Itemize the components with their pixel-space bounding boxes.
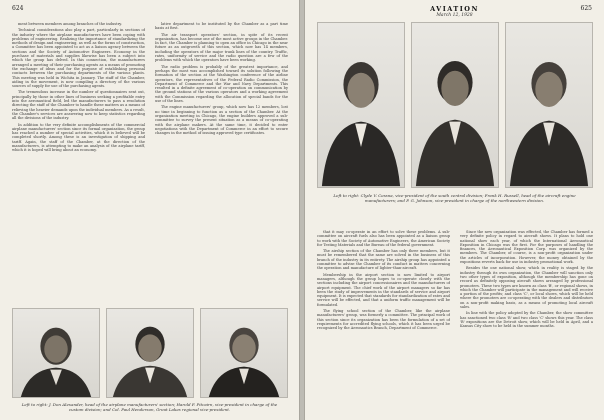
right-column-2 [460,230,593,418]
left-photo-caption: Left to right: J. Don Alexander, head of the airplane manufacturers' section; Harold F. Pitcairn, vice-president in charge of the custom division; and Col. Paul Henderson, Great Lakes regional vice-president. [21,402,278,412]
right-photo-caption: Left to right: Clyde V. Cessna, vice-president of the south central division; Frank H. Russell, head of the aircraft engine manufacturers; and P. G. Johnson, vice-president in charge of the northwestern division. [333,193,576,203]
paragraph: Since the new organization was effected, the Chamber has formed a very definite policy in regard to aircraft shows. It plans to hold one national show each year, of which the International Aeronautical Exposition in Chicago was the first. For the purposes of handling the finances, the Aeronautical Exposition Corp. was organized by the members. The Chamber, of course, is a non-profit organization under the articles of incorporation. However, the money obtained by the expositions reverts back for use in industry promotional work. [460,230,593,265]
paragraph: The airship section of the Chamber has only three members, but it must be remembered that the same are solved in the business of this branch of the industry in its entirety. The airship group has appointed a committee to advise the Chamber of its conduct in matters concerning the operation and manufacture of lighter-than-aircraft. [317,249,450,271]
portrait-image [107,309,193,397]
portrait-image [506,23,592,187]
right-column-1 [317,230,450,418]
issue-date: March 12, 1928 [436,13,473,18]
paragraph: The tremendous increase in the number of questionnaires sent out, principally by those in other lines of business seeking a profitable entry into the aeronautical field, led the manufacturers to pass a resolution directing the staff of the Chamber to handle these matters as a means of relieving the heavier demands upon the individual members. As a result, the Chamber's services are answering now to keep statistics regarding all the divisions of the industry. [12,90,145,121]
paragraph: Membership in the airport section is now limited to airport managers, although the group hopes to co-operate closely with the sections including the airport concessionaires and the manufacturers of airport equipment. The chief work of the airport managers so far has been the study of improvements in the standards of service and airport equipment. It is expected that standards for standardization of rates and service will be effected, and that a uniform traffic management will be formulated. [317,272,450,307]
right-page-columns [317,230,592,418]
paragraph: that it may co-operate in an effort to solve these problems. A sub-committee on aircraft fuels also has been appointed as a liaison group to work with the Society of Automotive Engineers, the American Society for Testing Materials and the Bureau of the federal government. [317,230,450,247]
portrait-photo-4 [317,22,405,188]
paragraph: In line with the policy adopted by the Chamber, the show committee has sanctioned two class 'B' and two class 'C' shows this year. The class 'B' expositions are the Detroit show, which will be held in April, and a Kansas City show to be held in the summer months. [460,311,593,329]
paragraph: The engine manufacturers' group, which now has 12 members, lost no time in beginning to function as a section of the Chamber. At the organization meeting in Chicago, the engine builders approved a sub-committee to survey the present situation as a means of co-operating with the airplane makers. At the same time, it decided to enter negotiations with the Department of Commerce in an effort to secure changes in the method of issuing approved type certificates. [155,105,288,136]
paragraph: In addition to the very definite accomplishments of the commercial airplane manufacturers' section since its formal organization, the group has reached a number of special activities, which it is believed will be completed shortly. Among these is an investigation of shipping and tariff. Again, the staff of the Chamber, at the direction of the manufacturers, is attempting to make an analysis of the airplane tariff, which it is hoped will bring about an economy. [12,122,145,153]
magazine-title: AVIATION [430,5,479,13]
left-column-2 [155,22,288,302]
portrait-photo-3 [200,308,288,398]
paragraph: The radio problem is probably of the greatest importance, and perhaps the most was accomplished toward its solution following the formation of the section at the Washington conference of the airline operators, the representatives of the Federal Radio Commission, the Department of Commerce and the War and Navy Departments. This resulted in a definite agreement of co-operation on communication by the ground stations of the various operators and a working agreement with the Commission regarding the allocation of special bands for the use of the lines. [155,64,288,104]
portrait-image [13,309,99,397]
portrait-image [318,23,404,187]
left-page-columns [12,22,287,302]
left-column-1 [12,22,145,302]
paragraph: The flying school section of the Chamber, like the airplane manufacturers' group, was formerly a committee. The principal work of this section since its organization has been the formulation of a set of requirements for accredited flying schools, which it has been urged be recognized by the Aeronautics Branch, Department of Commerce. [317,309,450,331]
portrait-image [201,309,287,397]
left-photo-row [12,308,288,398]
right-page-number: 625 [580,5,592,12]
left-page-number: 624 [12,5,24,12]
paragraph: Technical considerations also play a part, particularly in sections of the industry where the airplane manufacturers have been coping with problems of engineering. Realizing the importance of standardizing the methods of design and engineering, as well as the forms of construction, a Committee has been appointed to act as a liaison agency between the sections and the Society of Automotive Engineers. Economy in the purchase of materials and supplies likewise has been a subject into which the group has delved. In this connection, the manufacturers arranged a meeting of their purchasing agents as a means of promoting the exchange of ideas and for the purpose of establishing personal contacts between the purchasing departments of the various plants. This meeting was held in Wichita in January. The staff of the Chamber, aiding in the movement, is now compiling a directory of the various sources of supply for use of the purchasing agents. [12,28,145,89]
portrait-photo-5 [411,22,499,188]
paragraph: Besides the one national show, which in reality is staged by the industry through its own organization, the Chamber will sanction only two other types of exposition, although the membership has gone on record as definitely opposing aircraft shows arranged by professional promoters. These two types are known as class 'B', or regional shows, in which the Chamber will participate in the management and will receive a portion of the profits; and class 'C', or local shows, which will be held where the promoters are co-operating with the dealers and distributors on a non-profit making basis, as a means of promoting local aircraft sales. [460,266,593,310]
paragraph: lative department to be instituted by the Chamber as a part time basis at first. [155,22,288,31]
paragraph: ment between members among branches of the industry. [18,22,122,26]
paragraph: The air transport operators' section, in spite of its recent organization, has become one of the most active groups in the Chamber. In fact, the Chamber is planning to open an office in Chicago in the near future as an outgrowth of this section, which now has 14 members, including the operators of the major trunk lines of the country. Traffic, rates, uniformity of service and the radio question are a few of the problems with which the operators have been working. [155,32,288,63]
portrait-photo-1 [12,308,100,398]
portrait-photo-2 [106,308,194,398]
left-page [0,0,300,420]
right-photo-row [317,22,593,188]
right-page [304,0,604,420]
portrait-photo-6 [505,22,593,188]
portrait-image [412,23,498,187]
